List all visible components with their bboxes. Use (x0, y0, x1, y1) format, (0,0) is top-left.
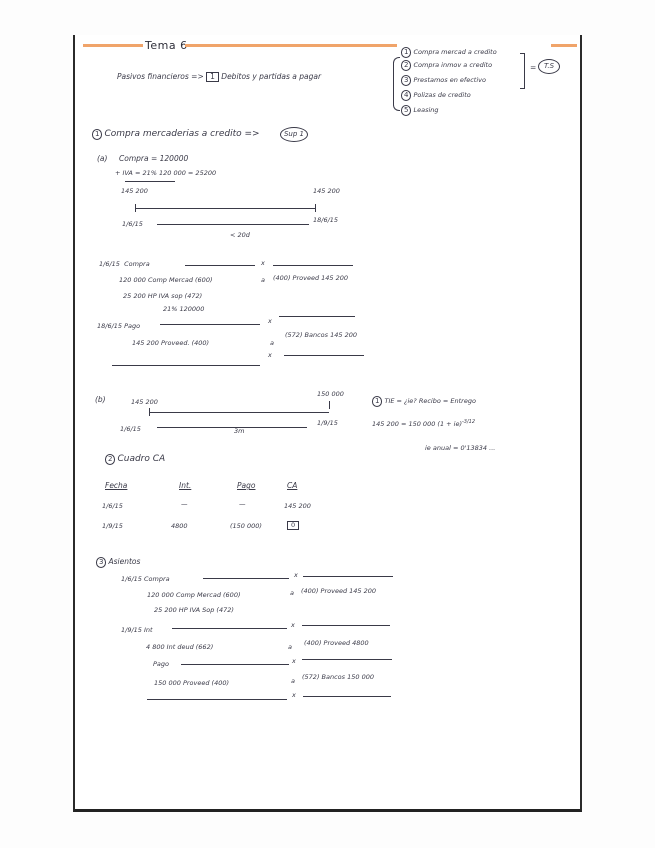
list-right-bracket (520, 53, 525, 89)
entry1-line3: 21% 120000 (163, 305, 205, 313)
asientos-e2-date: 1/9/15 Int (121, 626, 153, 634)
entry1-x: x (261, 259, 265, 267)
page-title: Tema 6 (145, 39, 188, 52)
entry1-line2: 25 200 HP IVA sop (472) (123, 292, 203, 300)
entry2-date: 18/6/15 Pago (97, 322, 141, 330)
b-amt-right: 150 000 (317, 390, 344, 398)
cuadro-header-ca: CA (287, 481, 298, 490)
list-item-1 (401, 47, 497, 58)
timeline-amt-left: 145 200 (121, 187, 148, 195)
entry1-concept: Compra (124, 260, 150, 268)
list-num-2: 2 (401, 60, 411, 71)
asientos-e1-line2: 25 200 HP IVA Sop (472) (154, 606, 234, 614)
cuadro-row2-pago: (150 000) (230, 522, 262, 530)
entry1-line1-right: (400) Proveed 145 200 (273, 274, 349, 282)
list-text-2: Compra inmov a credito (413, 61, 493, 69)
asientos-e1-line-right (303, 576, 393, 577)
title-underline-left (83, 44, 143, 47)
timeline-days: < 20d (230, 231, 250, 239)
timeline-date-left: 1/6/15 (122, 220, 143, 228)
intro-rest: Debitos y partidas a pagar (221, 72, 322, 81)
asientos-e3-date: Pago (153, 660, 170, 668)
timeline-amt-right: 145 200 (313, 187, 340, 195)
cuadro-row2-fecha: 1/9/15 (102, 522, 123, 530)
asientos-e3-x2: x (292, 691, 296, 699)
entry1-date-text: 1/6/15 (99, 260, 120, 268)
list-text-5: Leasing (413, 106, 439, 114)
asientos-e2-line-right (302, 625, 390, 626)
intro-label: Pasivos financieros => (117, 72, 207, 81)
asientos-e1-date: 1/6/15 Compra (121, 575, 170, 583)
asientos-e2-line-left (172, 628, 287, 629)
cuadro-header-int: Int. (179, 481, 192, 490)
entry2-right: (572) Bancos 145 200 (285, 331, 357, 339)
tie-formula-text: 145 200 = 150 000 (1 + ie) (372, 420, 462, 429)
cuadro-row2-ca-box: 0 (287, 521, 299, 530)
iva-line: + IVA = 21% 120 000 = 25200 (115, 169, 217, 177)
tie-formula (372, 420, 475, 428)
list-num-5: 5 (401, 105, 411, 116)
cuadro-row2-ca (287, 521, 299, 530)
asientos-title-text: Asientos (108, 557, 141, 566)
title-underline-far-right (551, 44, 577, 47)
title-underline-right (185, 44, 397, 47)
asientos-e1-line1: 120 000 Comp Mercad (600) (147, 591, 241, 599)
cuadro-title (105, 454, 165, 465)
asientos-e3-a: a (291, 677, 295, 685)
asientos-e3-line-left (181, 664, 289, 665)
asientos-e3-x: x (292, 657, 296, 665)
cuadro-num: 2 (105, 454, 115, 465)
list-num-3: 3 (401, 75, 411, 86)
tie-line (372, 396, 476, 407)
cuadro-row1-ca: 145 200 (284, 502, 311, 510)
b-tick-right (329, 401, 330, 409)
list-text-4: Polizas de credito (413, 91, 471, 99)
b-date-left: 1/6/15 (120, 425, 141, 433)
cuadro-row1-pago: — (239, 500, 246, 508)
list-num-4: 4 (401, 90, 411, 101)
list-item-4 (401, 90, 471, 101)
entry1-line-right (273, 265, 353, 266)
entry2-left: 145 200 Proveed. (400) (132, 339, 210, 347)
asientos-num: 3 (96, 557, 106, 568)
asientos-e2-left: 4 800 Int deud (662) (146, 643, 214, 651)
timeline-tick-right (315, 204, 316, 212)
asientos-e3-left: 150 000 Proveed (400) (154, 679, 230, 687)
cuadro-header-pago: Pago (237, 481, 256, 490)
notebook-page (73, 35, 582, 812)
list-brace (393, 57, 400, 111)
sup1-tag: Sup 1 (280, 127, 308, 142)
asientos-e1-line-left (203, 578, 289, 579)
entry2-x2: x (268, 351, 272, 359)
entry1-line1: 120 000 Comp Mercad (600) (119, 276, 213, 284)
entry1-line1-a: a (261, 276, 265, 284)
timeline-axis (135, 208, 315, 209)
tie-step-num: 1 (372, 396, 382, 407)
asientos-e2-x: x (291, 621, 295, 629)
entry2-line-left (160, 324, 260, 325)
asientos-e3-line-bottom-right (303, 696, 391, 697)
entry2-line-right (279, 316, 355, 317)
asientos-title (96, 557, 140, 568)
entry1-date (99, 261, 150, 268)
asientos-e1-x: x (294, 571, 298, 579)
iva-underline (125, 181, 175, 182)
entry2-line-bottom-left (112, 365, 260, 366)
entry2-a: a (270, 339, 274, 347)
section1-num: 1 (92, 129, 102, 140)
asientos-e3-line-right (302, 659, 392, 660)
asientos-e2-right: (400) Proveed 4800 (304, 639, 369, 647)
entry1-line-left (185, 265, 255, 266)
cuadro-row2-int: 4800 (171, 522, 188, 530)
list-item-5 (401, 105, 439, 116)
asientos-e1-a: a (290, 589, 294, 597)
timeline-arrow (157, 224, 309, 225)
b-axis (149, 412, 329, 413)
ts-tag: T.S (538, 59, 560, 74)
list-text-3: Prestamos en efectivo (413, 76, 486, 84)
b-arrow (157, 427, 307, 428)
section1-title-text: Compra mercaderias a credito => (104, 129, 260, 139)
entry2-x: x (268, 317, 272, 325)
b-amt-left: 145 200 (131, 398, 158, 406)
asientos-e2-a: a (288, 643, 292, 651)
compra-line: Compra = 120000 (119, 154, 189, 163)
asientos-e3-line-bottom-left (147, 699, 287, 700)
entry2-line-bottom-right (284, 355, 364, 356)
b-label: (b) (95, 395, 106, 404)
cuadro-title-text: Cuadro CA (117, 454, 166, 464)
list-item-2 (401, 60, 492, 71)
cuadro-header-fecha: Fecha (105, 481, 128, 490)
section1-title (92, 129, 260, 140)
tie-text: TIE = ¿ie? Recibo = Entrego (384, 397, 476, 405)
intro-num: 1 (206, 72, 219, 82)
asientos-e3-right: (572) Bancos 150 000 (302, 673, 374, 681)
cuadro-row1-fecha: 1/6/15 (102, 502, 123, 510)
tie-formula-exp: -3/12 (462, 419, 476, 425)
intro-text (117, 72, 321, 82)
b-months: 3m (234, 427, 245, 435)
timeline-date-right: 18/6/15 (313, 216, 339, 224)
list-text-1: Compra mercad a credito (413, 48, 497, 56)
equals-sign: = (530, 63, 537, 72)
a-label: (a) (97, 154, 108, 163)
cuadro-row1-int: — (181, 500, 188, 508)
list-num-1: 1 (401, 47, 411, 58)
tie-result: ie anual = 0'13834 ... (425, 444, 496, 452)
b-date-right: 1/9/15 (317, 419, 338, 427)
asientos-e1-right: (400) Proveed 145 200 (301, 587, 377, 595)
list-item-3 (401, 75, 486, 86)
